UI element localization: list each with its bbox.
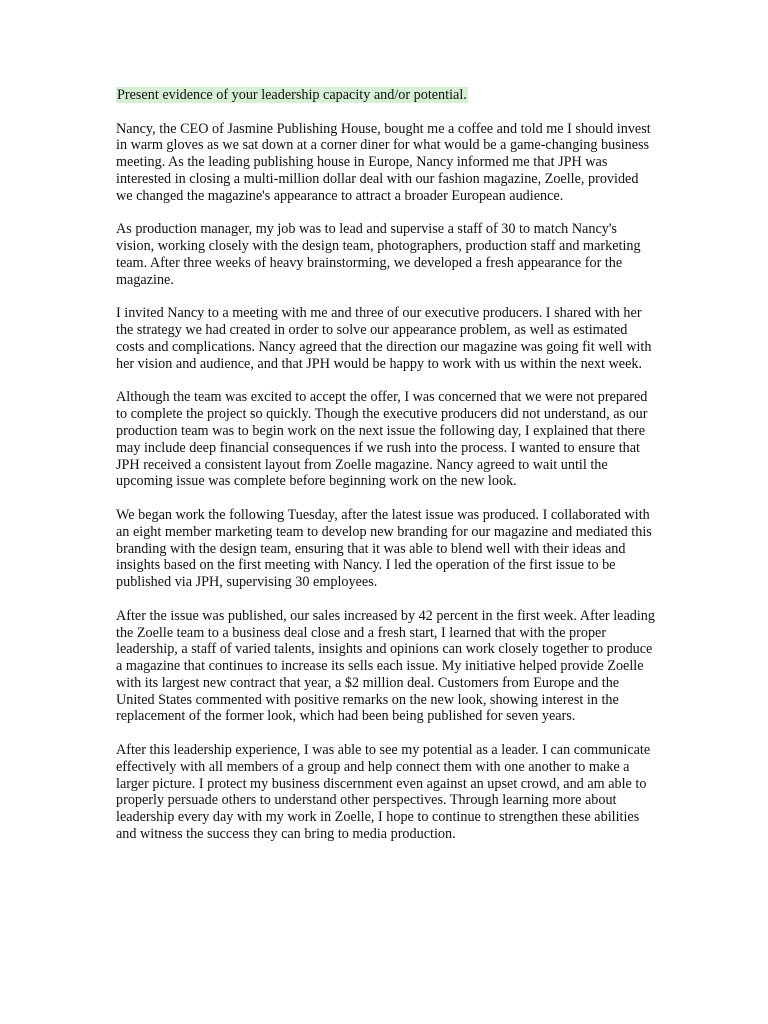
paragraph-4: Although the team was excited to accept the offer, I was concerned that we were not prepared to complete the project so quickly. Though the executive producers did not understand, as our production team was to begin work on the next issue the following day, I explained that there may include deep financial consequences if we rush into the process. I wanted to ensure that JPH received a consistent layout from Zoelle magazine. Nancy agreed to wait until the upcoming issue was complete before beginning work on the new look. [116,389,648,490]
highlighted-prompt-text: Present evidence of your leadership capacity and/or potential. [117,87,467,103]
essay-prompt [116,87,656,104]
paragraph-2: As production manager, my job was to lead and supervise a staff of 30 to match Nancy's vision, working closely with the design team, photographers, production staff and marketing team. After three weeks of heavy brainstorming, we developed a fresh appearance for the magazine. [116,221,641,288]
paragraph-6: After the issue was published, our sales increased by 42 percent in the first week. After leading the Zoelle team to a business deal close and a fresh start, I learned that with the proper leadership, a staff of varied talents, insights and opinions can work closely together to produce a magazine that continues to increase its sells each issue. My initiative helped provide Zoelle with its largest new contract that year, a $2 million deal. Customers from Europe and the United States commented with positive remarks on the new look, showing interest in the replacement of the former look, which had been being published for seven years. [116,607,655,725]
paragraph-5: We began work the following Tuesday, after the latest issue was produced. I collaborated with an eight member marketing team to develop new branding for our magazine and mediated this branding with the design team, ensuring that it was able to blend well with their ideas and insights based on the first meeting with Nancy. I led the operation of the first issue to be published via JPH, supervising 30 employees. [116,506,652,591]
paragraph-7: After this leadership experience, I was able to see my potential as a leader. I can communicate effectively with all members of a group and help connect them with one another to make a larger picture. I protect my business discernment even against an upset crowd, and am able to properly persuade others to understand other perspectives. Through learning more about leadership every day with my work in Zoelle, I hope to continue to strengthen these abilities and witness the success they can bring to media production. [116,742,651,843]
paragraph-1: Nancy, the CEO of Jasmine Publishing House, bought me a coffee and told me I should invest in warm gloves as we sat down at a corner diner for what would be a game-changing business meeting. As the leading publishing house in Europe, Nancy informed me that JPH was interested in closing a multi-million dollar deal with our fashion magazine, Zoelle, provided we changed the magazine's appearance to attract a broader European audience. [116,120,651,204]
paragraph-3: I invited Nancy to a meeting with me and three of our executive producers. I shared with her the strategy we had created in order to solve our appearance problem, as well as estimated costs and complications. Nancy agreed that the direction our magazine was going fit well with her vision and audience, and that JPH would be happy to work with us within the next week. [116,305,652,372]
document-page [116,87,656,860]
